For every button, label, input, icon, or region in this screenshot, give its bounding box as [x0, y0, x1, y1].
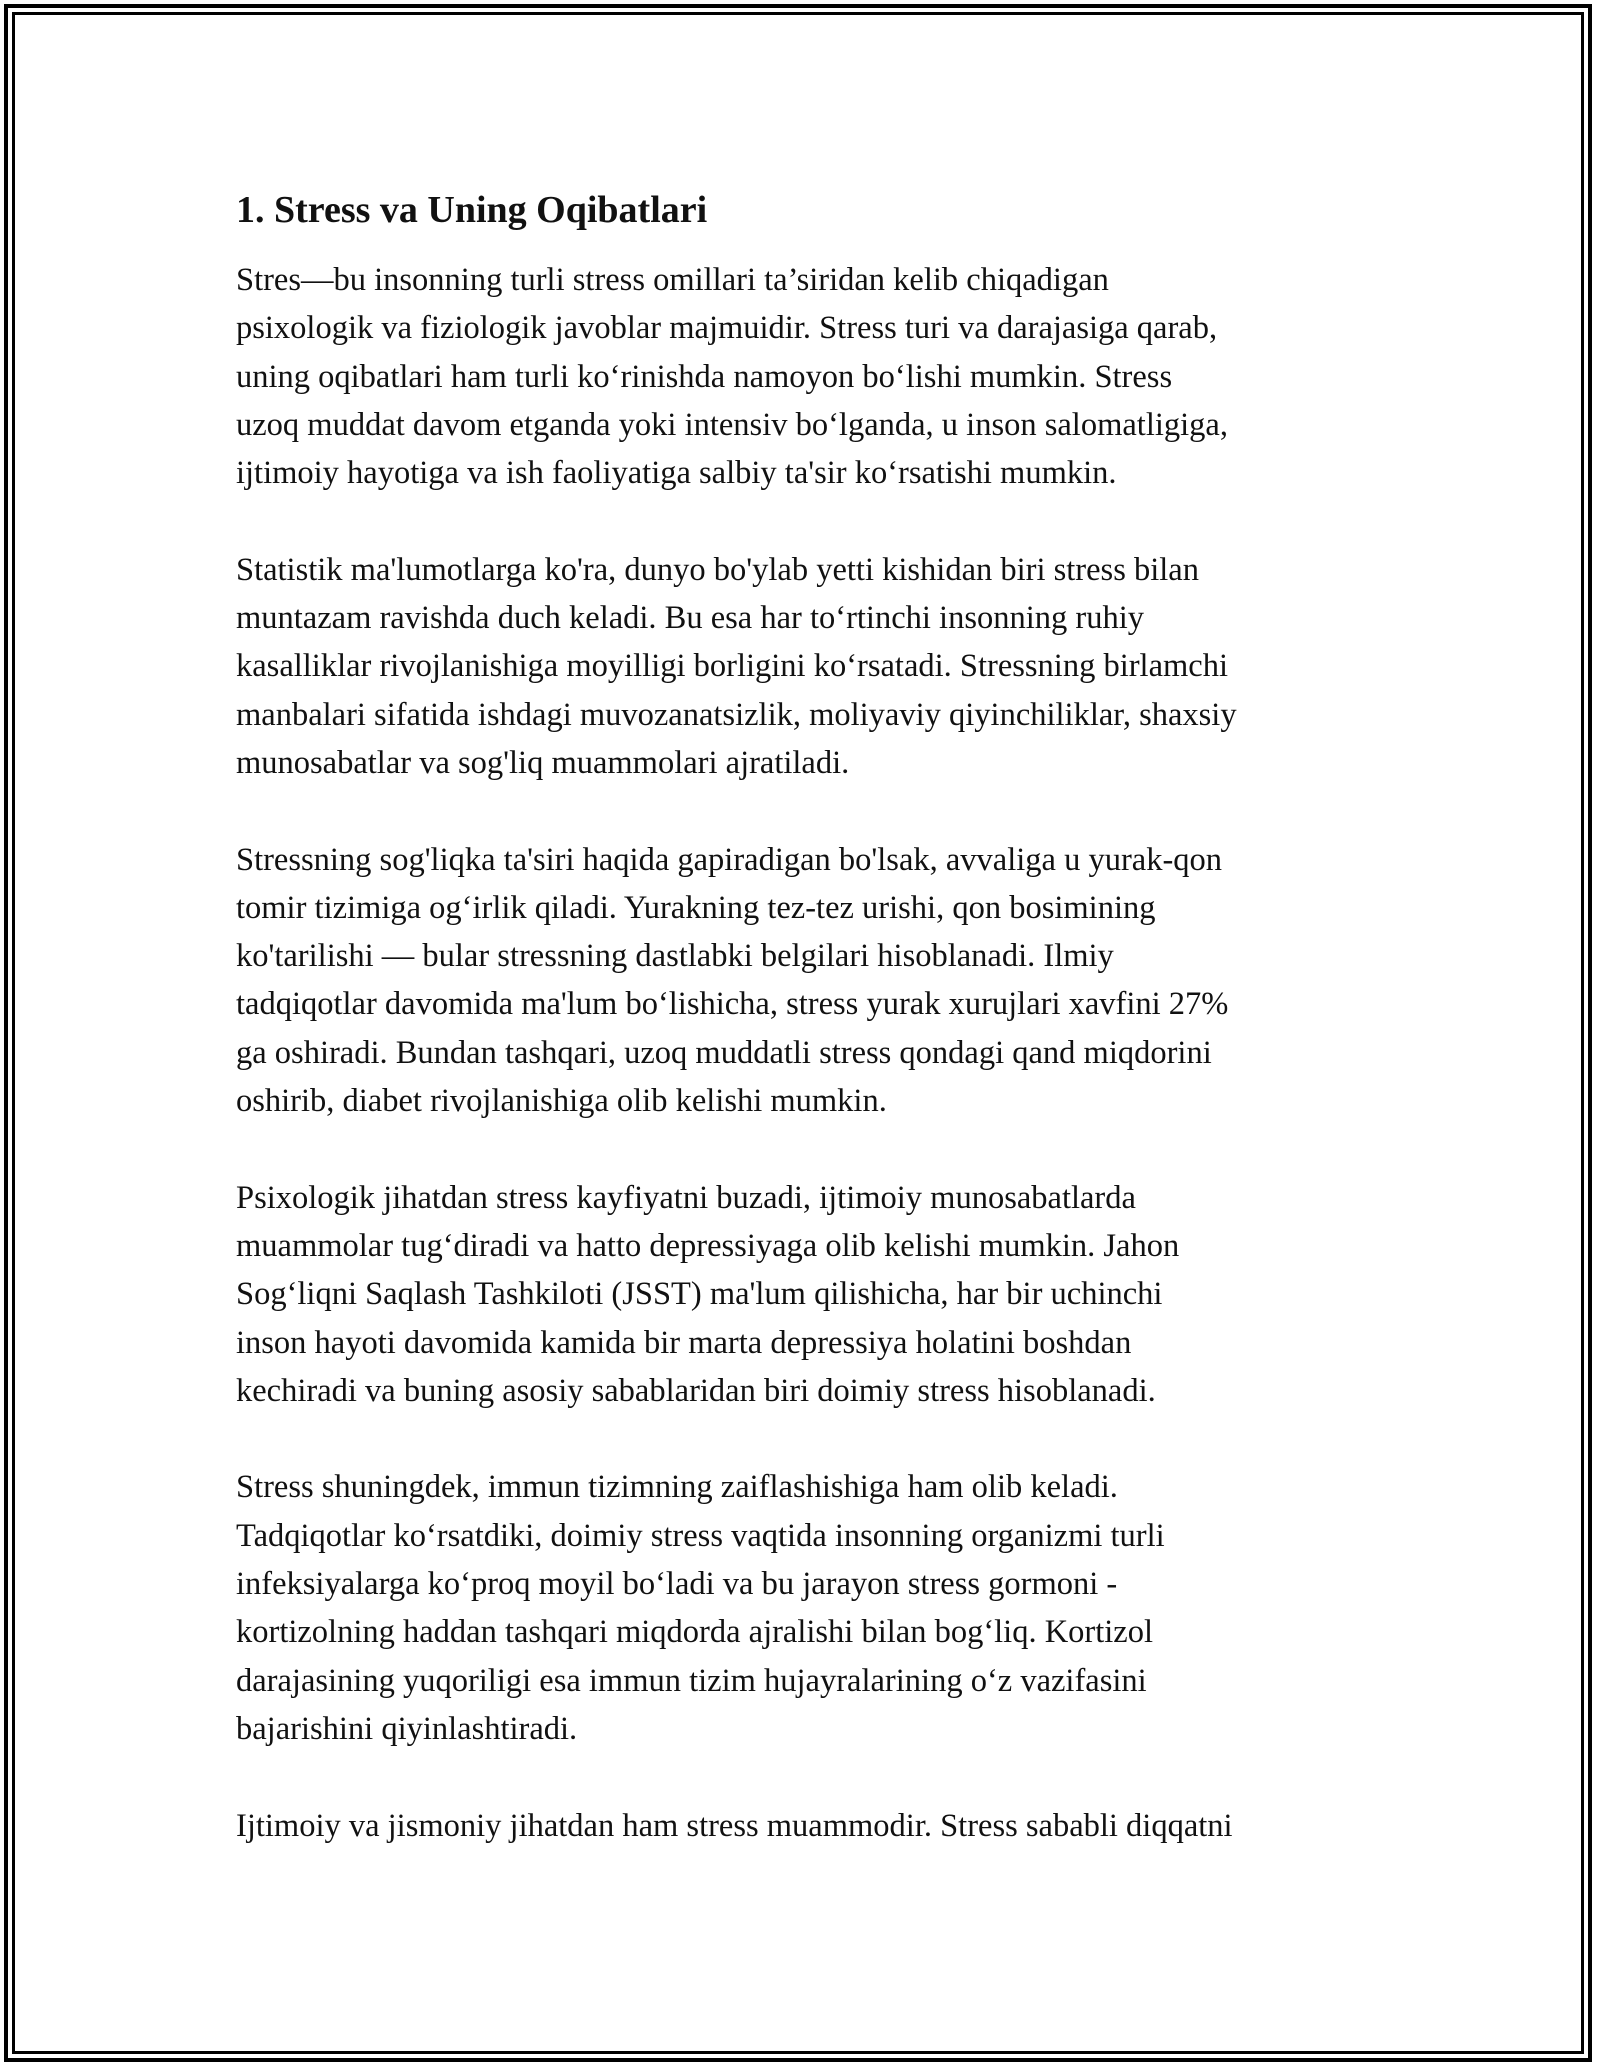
text-line: tomir tizimiga og‘irlik qiladi. Yurakning tez-tez urishi, qon bosimining — [236, 889, 1156, 926]
text-line: muntazam ravishda duch keladi. Bu esa har to‘rtinchi insonning ruhiy — [236, 600, 1144, 637]
text-line: ko'tarilishi — bular stressning dastlabki belgilari hisoblanadi. Ilmiy — [236, 938, 1114, 975]
paragraph-4 — [236, 1174, 1376, 1415]
text-line: Sog‘liqni Saqlash Tashkiloti (JSST) ma'lum qilishicha, har bir uchinchi — [236, 1276, 1163, 1313]
text-line: munosabatlar va sog'liq muammolari ajratiladi. — [236, 744, 850, 781]
text-line: manbalari sifatida ishdagi muvozanatsizlik, moliyaviy qiyinchiliklar, shaxsiy — [236, 696, 1237, 733]
document-body — [236, 186, 1376, 1898]
section-heading: 1. Stress va Uning Oqibatlari — [236, 189, 708, 231]
text-line: kechiradi va buning asosiy sabablaridan biri doimiy stress hisoblanadi. — [236, 1372, 1156, 1409]
text-line: Statistik ma'lumotlarga ko'ra, dunyo bo'ylab yetti kishidan biri stress bilan — [236, 551, 1199, 588]
paragraph-6 — [236, 1802, 1376, 1850]
text-line: oshirib, diabet rivojlanishiga olib kelishi mumkin. — [236, 1083, 887, 1120]
text-line: Tadqiqotlar ko‘rsatdiki, doimiy stress vaqtida insonning organizmi turli — [236, 1517, 1165, 1554]
text-line: Stressning sog'liqka ta'siri haqida gapiradigan bo'lsak, avvaliga u yurak-qon — [236, 841, 1223, 878]
paragraph-1 — [236, 256, 1376, 497]
paragraph-2 — [236, 546, 1376, 787]
text-line: ga oshiradi. Bundan tashqari, uzoq muddatli stress qondagi qand miqdorini — [236, 1034, 1212, 1071]
text-line: tadqiqotlar davomida ma'lum bo‘lishicha, stress yurak xurujlari xavfini 27% — [236, 986, 1229, 1023]
text-line: kasalliklar rivojlanishiga moyilligi borligini ko‘rsatadi. Stressning birlamchi — [236, 648, 1228, 685]
paragraph-5 — [236, 1463, 1376, 1753]
text-line: kortizolning haddan tashqari miqdorda ajralishi bilan bog‘liq. Kortizol — [236, 1614, 1154, 1651]
text-line: psixologik va fiziologik javoblar majmuidir. Stress turi va darajasiga qarab, — [236, 310, 1218, 347]
text-line: infeksiyalarga ko‘proq moyil bo‘ladi va bu jarayon stress gormoni - — [236, 1566, 1118, 1603]
text-line: darajasining yuqoriligi esa immun tizim hujayralarining o‘z vazifasini — [236, 1662, 1147, 1699]
text-line: ijtimoiy hayotiga va ish faoliyatiga salbiy ta'sir ko‘rsatishi mumkin. — [236, 455, 1117, 492]
text-line: Stres—bu insonning turli stress omillari ta’siridan kelib chiqadigan — [236, 262, 1109, 298]
text-line: Stress shuningdek, immun tizimning zaiflashishiga ham olib keladi. — [236, 1469, 1118, 1506]
text-line: uzoq muddat davom etganda yoki intensiv bo‘lganda, u inson salomatligiga, — [236, 406, 1228, 443]
text-line: inson hayoti davomida kamida bir marta depressiya holatini boshdan — [236, 1324, 1132, 1361]
text-line: bajarishini qiyinlashtiradi. — [236, 1710, 578, 1747]
text-line: uning oqibatlari ham turli ko‘rinishda namoyon bo‘lishi mumkin. Stress — [236, 358, 1173, 395]
text-line: muammolar tug‘diradi va hatto depressiyaga olib kelishi mumkin. Jahon — [236, 1227, 1180, 1264]
text-line: Ijtimoiy va jismoniy jihatdan ham stress muammodir. Stress sababli diqqatni — [236, 1807, 1233, 1844]
text-line: Psixologik jihatdan stress kayfiyatni buzadi, ijtimoiy munosabatlarda — [236, 1179, 1136, 1216]
paragraph-3 — [236, 836, 1376, 1126]
